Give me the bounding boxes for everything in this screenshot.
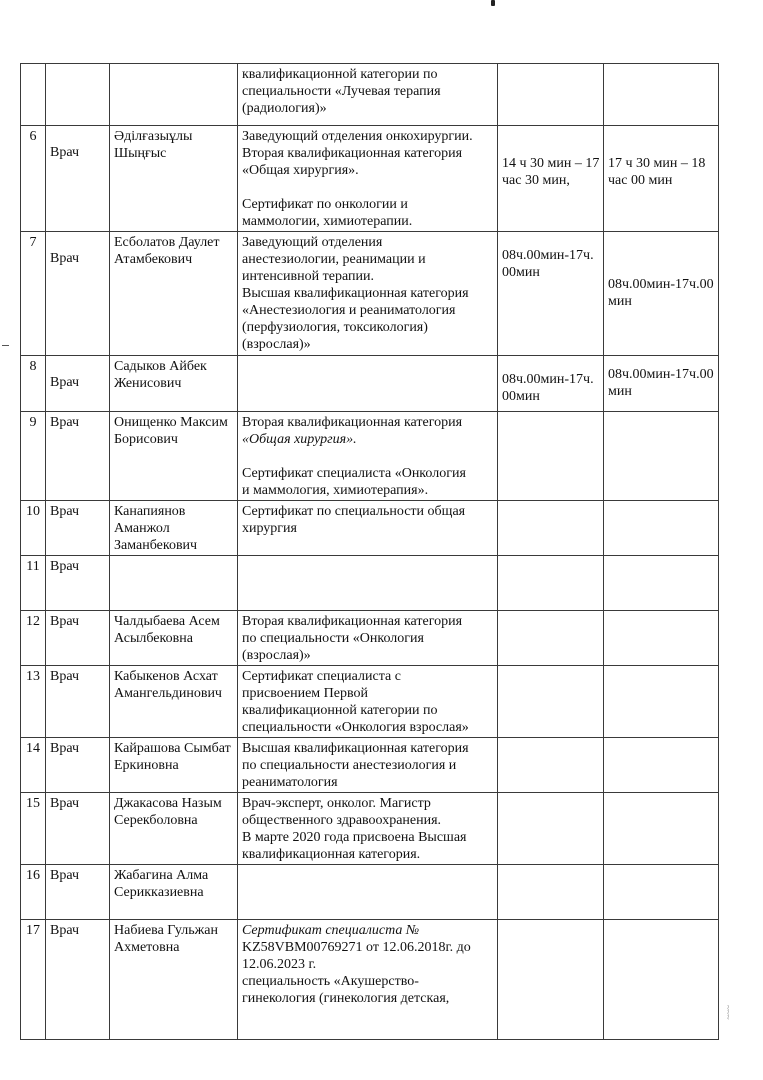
qualification-line: хирургия: [242, 521, 297, 536]
row-number: [21, 64, 46, 126]
qualification-line: и маммология, химиотерапия».: [242, 483, 429, 498]
qualification-line: Высшая квалификационная категория: [242, 286, 469, 301]
schedule-time-2: [604, 501, 719, 556]
row-number: 7: [21, 232, 46, 356]
row-number: 11: [21, 556, 46, 611]
position-cell: [46, 64, 110, 126]
row-number: 17: [21, 920, 46, 1040]
qualification-line: Сертификат по онкологии и: [242, 197, 408, 212]
schedule-time-2: 08ч.00мин-17ч.00мин: [604, 232, 719, 356]
qualification-cell: [238, 501, 498, 556]
qualification-cell: [238, 356, 498, 412]
position-cell: Врач: [46, 126, 110, 232]
table-row: [21, 611, 719, 666]
staff-table: [20, 63, 719, 1040]
position-cell: Врач: [46, 232, 110, 356]
schedule-time-2: [604, 920, 719, 1040]
qualification-cell: [238, 232, 498, 356]
position-cell: Врач: [46, 501, 110, 556]
name-cell: Канапиянов Аманжол Заманбекович: [110, 501, 238, 556]
qualification-line: Вторая квалификационная категория: [242, 146, 463, 161]
qualification-line: «Общая хирургия».: [242, 163, 359, 178]
position-cell: Врач: [46, 793, 110, 865]
table-row: [21, 501, 719, 556]
qualification-line: анестезиологии, реанимации и: [242, 252, 426, 267]
qualification-line: Сертификат специалиста с: [242, 669, 401, 684]
table-row: [21, 412, 719, 501]
qualification-line: Вторая квалификационная категория: [242, 415, 463, 430]
name-cell: Чалдыбаева Асем Асылбековна: [110, 611, 238, 666]
qualification-line: Сертификат по специальности общая: [242, 504, 466, 519]
table-row: [21, 666, 719, 738]
qualification-line: Сертификат специалиста №: [242, 923, 420, 938]
name-cell: Әділғазыұлы Шыңғыс: [110, 126, 238, 232]
schedule-time-2: [604, 611, 719, 666]
qualification-line: «Общая хирургия».: [242, 432, 357, 447]
schedule-time-2: [604, 865, 719, 920]
qualification-line: 12.06.2023 г.: [242, 957, 317, 972]
qualification-cell: [238, 611, 498, 666]
schedule-time-2: [604, 64, 719, 126]
name-cell: Садыков Айбек Женисович: [110, 356, 238, 412]
qualification-line: гинекология (гинекология детская,: [242, 991, 450, 1006]
qualification-cell: [238, 556, 498, 611]
schedule-time-1: [498, 556, 604, 611]
qualification-line: маммологии, химиотерапии.: [242, 214, 413, 229]
row-number: 12: [21, 611, 46, 666]
qualification-line: (перфузиология, токсикология): [242, 320, 428, 335]
schedule-time-2: [604, 556, 719, 611]
schedule-time-2: [604, 738, 719, 793]
row-number: 13: [21, 666, 46, 738]
qualification-cell: [238, 920, 498, 1040]
qualification-line: квалификационная категория.: [242, 847, 421, 862]
position-cell: Врач: [46, 356, 110, 412]
name-cell: Кайрашова Сымбат Еркиновна: [110, 738, 238, 793]
qualification-line: В марте 2020 года присвоена Высшая: [242, 830, 467, 845]
row-number: 6: [21, 126, 46, 232]
name-cell: Кабыкенов Асхат Амангельдинович: [110, 666, 238, 738]
schedule-time-1: [498, 666, 604, 738]
position-cell: Врач: [46, 556, 110, 611]
table-row: [21, 793, 719, 865]
scan-mark: [2, 345, 9, 346]
qualification-line: интенсивной терапии.: [242, 269, 374, 284]
position-cell: Врач: [46, 412, 110, 501]
name-cell: Джакасова Назым Серекболовна: [110, 793, 238, 865]
qualification-line: Врач-эксперт, онколог. Магистр: [242, 796, 431, 811]
schedule-time-2: 08ч.00мин-17ч.00мин: [604, 356, 719, 412]
row-number: 9: [21, 412, 46, 501]
qualification-line: Высшая квалификационная категория: [242, 741, 469, 756]
row-number: 15: [21, 793, 46, 865]
name-cell: [110, 556, 238, 611]
qualification-line: (взрослая)»: [242, 648, 311, 663]
position-cell: Врач: [46, 666, 110, 738]
schedule-time-1: [498, 865, 604, 920]
position-cell: Врач: [46, 865, 110, 920]
qualification-cell: [238, 412, 498, 501]
name-cell: Жабагина Алма Сериккaзиевна: [110, 865, 238, 920]
qualification-line: реаниматология: [242, 775, 338, 790]
schedule-time-1: [498, 611, 604, 666]
table-row: [21, 64, 719, 126]
qualification-line: (радиология)»: [242, 101, 327, 116]
qualification-line: [242, 448, 494, 465]
qualification-line: специальность «Акушерство-: [242, 974, 419, 989]
table-row: [21, 556, 719, 611]
row-number: 14: [21, 738, 46, 793]
qualification-line: по специальности «Онкология: [242, 631, 424, 646]
name-cell: [110, 64, 238, 126]
qualification-line: по специальности анестезиология и: [242, 758, 457, 773]
name-cell: Онищенко Максим Борисович: [110, 412, 238, 501]
position-cell: Врач: [46, 738, 110, 793]
schedule-time-2: [604, 666, 719, 738]
schedule-time-2: 17 ч 30 мин – 18 час 00 мин: [604, 126, 719, 232]
qualification-line: Вторая квалификационная категория: [242, 614, 463, 629]
schedule-time-1: [498, 64, 604, 126]
qualification-line: специальности «Лучевая терапия: [242, 84, 441, 99]
row-number: 10: [21, 501, 46, 556]
qualification-line: «Анестезиология и реаниматология: [242, 303, 456, 318]
row-number: 8: [21, 356, 46, 412]
table-row: [21, 920, 719, 1040]
qualification-cell: [238, 666, 498, 738]
schedule-time-1: [498, 738, 604, 793]
schedule-time-2: [604, 793, 719, 865]
qualification-line: квалификационной категории по: [242, 703, 438, 718]
qualification-line: Заведующий отделения: [242, 235, 383, 250]
table-row: [21, 356, 719, 412]
position-cell: Врач: [46, 611, 110, 666]
scan-speck: [491, 0, 495, 6]
qualification-line: Заведующий отделения онкохирургии.: [242, 129, 473, 144]
name-cell: Набиева Гульжан Ахметовна: [110, 920, 238, 1040]
table-row: [21, 232, 719, 356]
qualification-line: квалификационной категории по: [242, 67, 438, 82]
table-row: [21, 738, 719, 793]
qualification-cell: [238, 738, 498, 793]
schedule-time-1: [498, 920, 604, 1040]
position-cell: Врач: [46, 920, 110, 1040]
table-row: [21, 865, 719, 920]
qualification-cell: [238, 865, 498, 920]
schedule-time-1: [498, 412, 604, 501]
qualification-line: специальности «Онкология взрослая»: [242, 720, 469, 735]
qualification-line: общественного здравоохранения.: [242, 813, 442, 828]
schedule-time-1: [498, 501, 604, 556]
qualification-line: (взрослая)»: [242, 337, 311, 352]
schedule-time-1: 08ч.00мин-17ч.00мин: [498, 356, 604, 412]
margin-scribble: ~~~: [723, 1005, 733, 1020]
staff-table-body: [21, 64, 719, 1040]
schedule-time-1: 08ч.00мин-17ч.00мин: [498, 232, 604, 356]
row-number: 16: [21, 865, 46, 920]
qualification-line: KZ58VBM00769271 от 12.06.2018г. до: [242, 940, 471, 955]
schedule-time-1: 14 ч 30 мин – 17 час 30 мин,: [498, 126, 604, 232]
schedule-time-1: [498, 793, 604, 865]
qualification-line: присвоением Первой: [242, 686, 368, 701]
schedule-time-2: [604, 412, 719, 501]
table-row: [21, 126, 719, 232]
qualification-cell: [238, 126, 498, 232]
qualification-line: [242, 179, 494, 196]
qualification-cell: [238, 793, 498, 865]
name-cell: Есболатов Даулет Атамбекович: [110, 232, 238, 356]
qualification-cell: [238, 64, 498, 126]
qualification-line: Сертификат специалиста «Онкология: [242, 466, 466, 481]
